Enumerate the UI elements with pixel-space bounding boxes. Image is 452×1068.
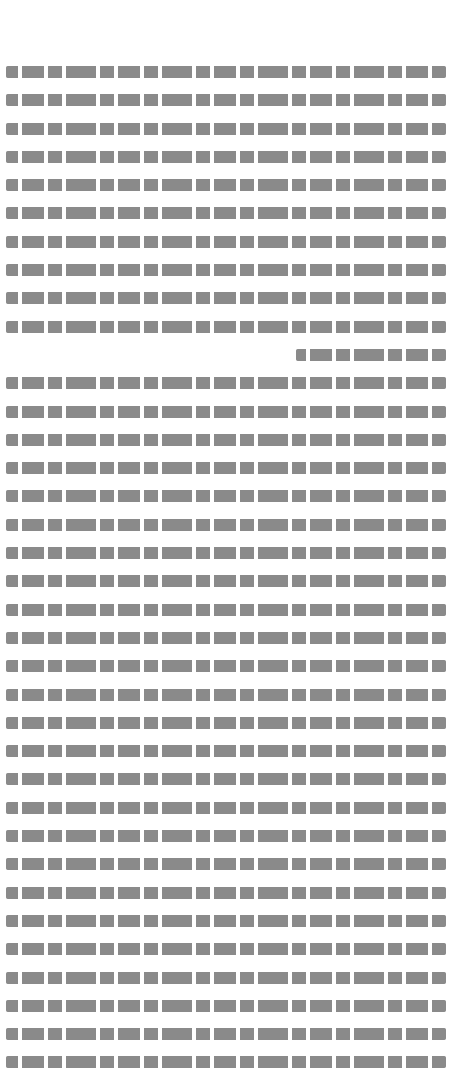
text-line bbox=[6, 632, 446, 644]
text-line bbox=[6, 1028, 446, 1040]
text-line bbox=[6, 830, 446, 842]
text-line bbox=[6, 802, 446, 814]
text-line bbox=[296, 349, 446, 361]
text-line bbox=[6, 717, 446, 729]
text-line bbox=[6, 377, 446, 389]
text-line bbox=[6, 292, 446, 304]
text-line bbox=[6, 972, 446, 984]
text-line bbox=[6, 207, 446, 219]
text-line bbox=[6, 547, 446, 559]
text-line bbox=[6, 660, 446, 672]
text-line bbox=[6, 236, 446, 248]
text-line bbox=[6, 887, 446, 899]
text-line bbox=[6, 858, 446, 870]
text-line bbox=[6, 575, 446, 587]
text-line bbox=[6, 264, 446, 276]
body-paragraph-1 bbox=[6, 66, 446, 361]
text-line bbox=[6, 321, 446, 333]
text-line bbox=[6, 1000, 446, 1012]
text-line bbox=[6, 773, 446, 785]
text-line bbox=[6, 151, 446, 163]
text-line bbox=[6, 915, 446, 927]
text-line bbox=[6, 943, 446, 955]
text-line bbox=[6, 689, 446, 701]
text-line bbox=[6, 406, 446, 418]
text-line bbox=[6, 123, 446, 135]
text-line bbox=[6, 179, 446, 191]
text-line bbox=[6, 1056, 446, 1068]
text-line bbox=[6, 66, 446, 78]
text-line bbox=[6, 94, 446, 106]
body-paragraph-2 bbox=[6, 377, 446, 1068]
text-line bbox=[6, 462, 446, 474]
text-line bbox=[6, 490, 446, 502]
text-line bbox=[6, 519, 446, 531]
article-byline bbox=[6, 38, 446, 56]
text-line bbox=[6, 604, 446, 616]
text-line bbox=[6, 434, 446, 446]
article-headline bbox=[6, 10, 446, 32]
text-line bbox=[6, 745, 446, 757]
